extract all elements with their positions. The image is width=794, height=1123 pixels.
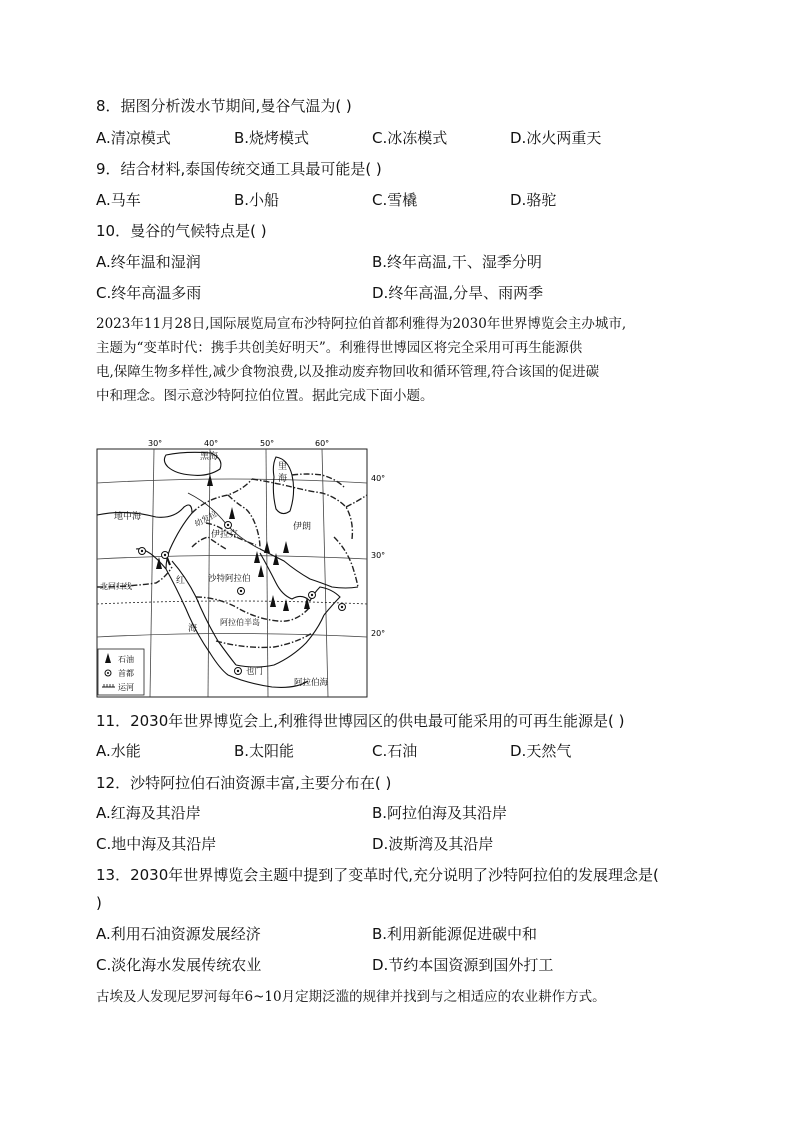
q12-option-a: A.红海及其沿岸 <box>96 804 201 822</box>
lon-label: 40° <box>204 439 219 448</box>
passage-line: 2023年11月28日,国际展览局宣布沙特阿拉伯首都利雅得为2030年世界博览会主办城市, <box>96 316 627 332</box>
oil-icon <box>254 551 260 563</box>
q11-option-c: C.石油 <box>372 742 418 760</box>
question-9-stem: 9．结合材料,泰国传统交通工具最可能是( ) <box>96 160 382 178</box>
map-legend <box>98 649 144 695</box>
oil-icon <box>273 553 279 565</box>
question-12-stem: 12．沙特阿拉伯石油资源丰富,主要分布在( ) <box>96 774 392 792</box>
map-label-red-sea: 红 <box>176 576 186 586</box>
legend-capital-label: 首都 <box>118 669 134 678</box>
material-passage-egypt <box>96 985 702 1009</box>
oil-icon <box>283 541 289 553</box>
map-label-mediterranean: 地中海 <box>114 512 142 522</box>
passage-line: 电,保障生物多样性,减少食物浪费,以及推动废弃物回收和循环管理,符合该国的促进碳 <box>96 364 600 380</box>
map-label-yemen: 也门 <box>246 667 264 677</box>
q12-option-c: C.地中海及其沿岸 <box>96 835 217 853</box>
lon-label: 30° <box>148 439 163 448</box>
q10-option-a: A.终年温和湿润 <box>96 253 201 271</box>
passage-line: 古埃及人发现尼罗河每年6~10月定期泛滥的规律并找到与之相适应的农业耕作方式。 <box>96 989 606 1005</box>
q9-option-c: C.雪橇 <box>372 191 418 209</box>
q13-option-d: D.节约本国资源到国外打工 <box>372 956 554 974</box>
oil-markers <box>156 474 310 611</box>
legend-canal-label: 运河 <box>118 683 134 692</box>
q8-option-d: D.冰火两重天 <box>510 129 602 147</box>
q10-option-d: D.终年高温,分旱、雨两季 <box>372 284 544 302</box>
capital-icon <box>238 588 245 595</box>
map-label-iran: 伊朗 <box>293 522 312 532</box>
lat-label: 40° <box>371 474 386 483</box>
oil-icon <box>304 597 310 609</box>
q8-option-a: A.清凉模式 <box>96 129 171 147</box>
q11-option-b: B.太阳能 <box>234 742 295 760</box>
lat-label: 30° <box>371 551 386 560</box>
q13-option-a: A.利用石油资源发展经济 <box>96 925 261 943</box>
map-label-red-sea: 海 <box>188 624 198 634</box>
passage-line: 中和理念。图示意沙特阿拉伯位置。据此完成下面小题。 <box>96 388 434 404</box>
q8-option-c: C.冰冻模式 <box>372 129 448 147</box>
lat-label: 20° <box>371 629 386 638</box>
oil-icon <box>283 599 289 611</box>
capital-icon <box>139 548 146 555</box>
oil-icon <box>258 565 264 577</box>
q9-option-d: D.骆驼 <box>510 191 557 209</box>
map-label-caspian: 海 <box>278 474 288 484</box>
question-10-stem: 10．曼谷的气候特点是( ) <box>96 222 267 240</box>
capital-icon <box>162 552 169 559</box>
material-passage-expo <box>96 312 702 408</box>
q9-option-a: A.马车 <box>96 191 141 209</box>
passage-line: 主题为“变革时代：携手共创美好明天”。利雅得世博园区将完全采用可再生能源供 <box>96 340 583 356</box>
lon-label: 50° <box>260 439 275 448</box>
map-label-iraq: 伊拉克 <box>211 530 239 540</box>
map-label-black-sea: 黑海 <box>200 452 219 462</box>
question-11-stem: 11．2030年世界博览会上,利雅得世博园区的供电最可能采用的可再生能源是( ) <box>96 712 625 730</box>
capital-icon <box>309 592 316 599</box>
q12-option-b: B.阿拉伯海及其沿岸 <box>372 804 508 822</box>
map-label-arabian-sea: 阿拉伯海 <box>294 678 329 688</box>
saudi-arabia-location-map <box>96 437 386 699</box>
capital-markers <box>139 522 346 675</box>
lon-label: 60° <box>315 439 330 448</box>
q12-option-d: D.波斯湾及其沿岸 <box>372 835 494 853</box>
oil-icon <box>207 474 213 486</box>
map-label-saudi-arabia: 沙特阿拉伯 <box>208 574 251 584</box>
q10-option-c: C.终年高温多雨 <box>96 284 202 302</box>
map-label-arabian-peninsula: 阿拉伯半岛 <box>220 618 260 627</box>
map-label-caspian: 里 <box>278 462 288 472</box>
map-label-tropic: 北回归线 <box>100 582 132 591</box>
question-8-stem: 8．据图分析泼水节期间,曼谷气温为( ) <box>96 97 352 115</box>
oil-icon <box>229 507 235 519</box>
q9-option-b: B.小船 <box>234 191 280 209</box>
oil-icon <box>264 541 270 553</box>
tropic-of-cancer-line <box>97 601 367 604</box>
question-13-stem-cont: ) <box>96 894 102 912</box>
q13-option-c: C.淡化海水发展传统农业 <box>96 956 262 974</box>
capital-icon <box>235 668 242 675</box>
q13-option-b: B.利用新能源促进碳中和 <box>372 925 538 943</box>
q8-option-b: B.烧烤模式 <box>234 129 310 147</box>
capital-icon <box>225 522 232 529</box>
q11-option-a: A.水能 <box>96 742 141 760</box>
capital-icon <box>339 604 346 611</box>
question-13-stem: 13．2030年世界博览会主题中提到了变革时代,充分说明了沙特阿拉伯的发展理念是( <box>96 866 659 884</box>
map-label-euphrates: 幼发拉 <box>193 509 219 529</box>
q10-option-b: B.终年高温,干、湿季分明 <box>372 253 542 271</box>
q11-option-d: D.天然气 <box>510 742 572 760</box>
legend-oil-label: 石油 <box>118 655 134 664</box>
